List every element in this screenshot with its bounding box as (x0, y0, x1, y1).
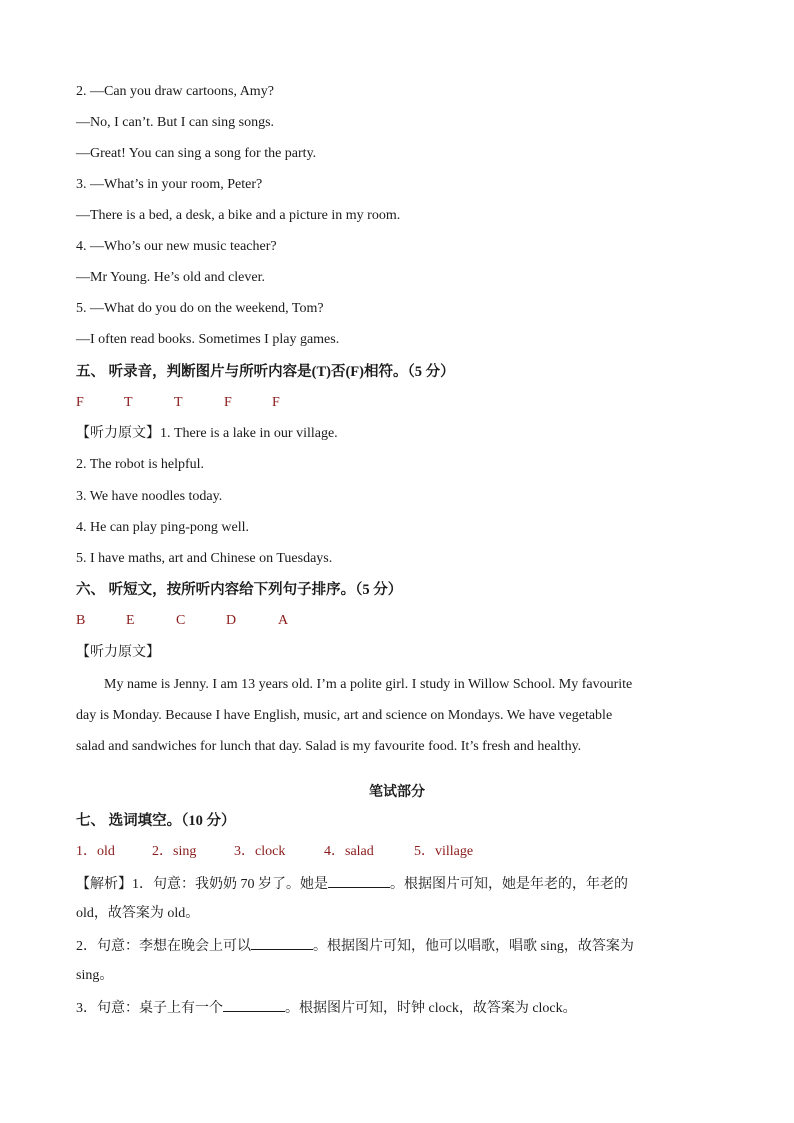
section-6-heading: 六、 听短文，按所听内容给下列句子排序。（5 分） (76, 582, 403, 598)
dialogue-line: —Mr Young. He’s old and clever. (76, 270, 265, 285)
section-5-answers (76, 393, 280, 413)
answer-item: T (174, 395, 183, 410)
answer-item: 1．old (76, 844, 115, 859)
answer-item: F (272, 395, 280, 410)
explanation-line: old，故答案为 old。 (76, 906, 200, 921)
answer-item: A (278, 613, 289, 628)
explanation-line: sing。 (76, 968, 114, 983)
section-7-answers (76, 842, 473, 862)
answer-item: D (226, 613, 237, 628)
blank-line (223, 997, 285, 1012)
answer-item: 3．clock (234, 844, 286, 859)
explanation-text: 。根据图片可知，她是年老的，年老的 (390, 877, 628, 892)
explanation-line (76, 873, 628, 895)
blank-line (328, 873, 390, 888)
dialogue-line: 2. —Can you draw cartoons, Amy? (76, 84, 274, 99)
dialogue-line: —Great! You can sing a song for the party. (76, 146, 317, 161)
script-item: 2. The robot is helpful. (76, 457, 205, 472)
listening-script-line (76, 424, 338, 444)
script-item: 4. He can play ping-pong well. (76, 520, 250, 535)
dialogue-line: 4. —Who’s our new music teacher? (76, 239, 277, 254)
explanation-line (76, 935, 634, 957)
answer-item: 2．sing (152, 844, 197, 859)
script-item: 1. There is a lake in our village. (160, 426, 338, 441)
section-7-heading: 七、 选词填空。（10 分） (76, 813, 236, 829)
dialogue-line: 5. —What do you do on the weekend, Tom? (76, 301, 324, 316)
dialogue-line: —I often read books. Sometimes I play games. (76, 332, 340, 347)
answer-item: C (176, 613, 186, 628)
answer-item: E (126, 613, 135, 628)
written-part-title: 笔试部分 (369, 785, 425, 800)
script-item: 3. We have noodles today. (76, 489, 223, 504)
answer-item: B (76, 613, 86, 628)
passage-line: My name is Jenny. I am 13 years old. I’m a polite girl. I study in Willow School. My favourite (104, 677, 633, 692)
explanation-text: 2．句意：李想在晚会上可以 (76, 939, 251, 954)
explanation-text: 3．句意：桌子上有一个 (76, 1001, 223, 1016)
explanation-text: 。根据图片可知，时钟 clock，故答案为 clock。 (285, 1001, 577, 1016)
answer-item: T (124, 395, 133, 410)
dialogue-line: —No, I can’t. But I can sing songs. (76, 115, 275, 130)
listening-script-label: 【听力原文】 (76, 645, 160, 660)
answer-item: 4．salad (324, 844, 374, 859)
section-6-answers (76, 611, 288, 631)
section-5-heading: 五、 听录音，判断图片与所听内容是(T)否(F)相符。（5 分） (76, 364, 455, 380)
dialogue-line: —There is a bed, a desk, a bike and a picture in my room. (76, 208, 401, 223)
answer-item: F (76, 395, 84, 410)
explanation-line (76, 997, 577, 1019)
dialogue-line: 3. —What’s in your room, Peter? (76, 177, 263, 192)
blank-line (251, 935, 313, 950)
passage-line: day is Monday. Because I have English, music, art and science on Mondays. We have vegetable (76, 708, 613, 723)
answer-item: F (224, 395, 232, 410)
explanation-text: 。根据图片可知，他可以唱歌，唱歌 sing，故答案为 (313, 939, 634, 954)
listening-script-label: 【听力原文】 (76, 426, 160, 441)
explanation-text: 【解析】1．句意：我奶奶 70 岁了。她是 (76, 877, 328, 892)
passage-line: salad and sandwiches for lunch that day. Salad is my favourite food. It’s fresh and healthy. (76, 739, 582, 754)
answer-item: 5．village (414, 844, 474, 859)
script-item: 5. I have maths, art and Chinese on Tuesdays. (76, 551, 333, 566)
